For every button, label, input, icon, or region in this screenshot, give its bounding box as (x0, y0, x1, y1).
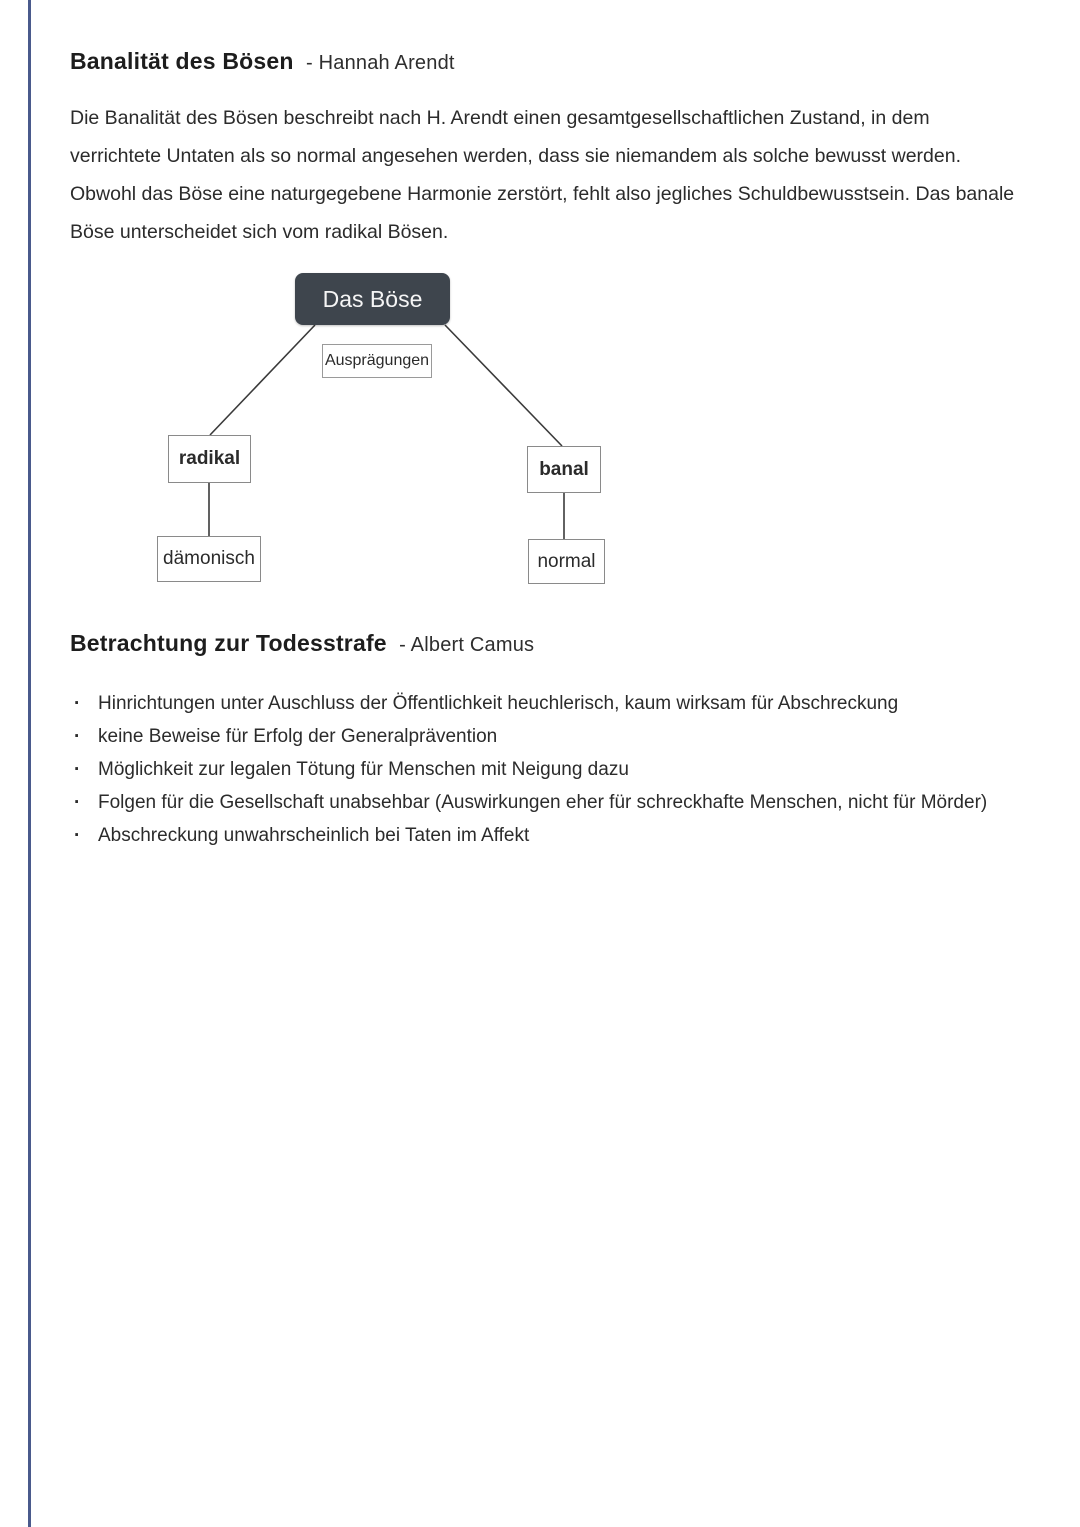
todesstrafe-bullet-list (70, 687, 1015, 852)
diagram-node-radikal: radikal (168, 435, 251, 483)
section-1-author: - Hannah Arendt (306, 52, 455, 74)
section-2-author: - Albert Camus (399, 634, 535, 656)
bullet-text: Hinrichtungen unter Auschluss der Öffentlichkeit heuchlerisch, kaum wirksam für Abschreckung (98, 693, 899, 714)
list-item (70, 819, 1015, 852)
section-1-paragraph: Die Banalität des Bösen beschreibt nach H. Arendt einen gesamtgesellschaftlichen Zustand, in dem verrichtete Untaten als so normal angesehen werden, dass sie niemandem als solche bewusst werden. Obwohl das Böse eine naturgegebene Harmonie zerstört, fehlt also jegliches Schuldbewusstsein. Das banale Böse unterscheidet sich vom radikal Bösen. (70, 107, 1015, 243)
diagram-node-daemonisch: dämonisch (157, 536, 261, 582)
bullet-marker: · (74, 825, 81, 846)
diagram-edge-label: Ausprägungen (322, 344, 432, 378)
bullet-text: Abschreckung unwahrscheinlich bei Taten im Affekt (98, 825, 530, 846)
das-boese-diagram (70, 263, 1015, 598)
section-2-title: Betrachtung zur Todesstrafe (70, 630, 387, 656)
bullet-marker: · (74, 726, 81, 747)
list-item (70, 687, 1015, 720)
bullet-marker: · (74, 792, 81, 813)
list-item (70, 753, 1015, 786)
list-item (70, 786, 1015, 819)
section-2 (70, 630, 1015, 852)
diagram-node-banal: banal (527, 446, 601, 493)
bullet-marker: · (74, 693, 81, 714)
bullet-text: Möglichkeit zur legalen Tötung für Menschen mit Neigung dazu (98, 759, 629, 780)
bullet-text: keine Beweise für Erfolg der Generalprävention (98, 726, 498, 747)
section-1-title: Banalität des Bösen (70, 48, 294, 74)
section-1-heading (70, 48, 1015, 75)
diagram-node-root: Das Böse (295, 273, 450, 325)
diagram-node-normal: normal (528, 539, 605, 584)
section-2-heading (70, 630, 1015, 657)
bullet-text: Folgen für die Gesellschaft unabsehbar (Auswirkungen eher für schreckhafte Menschen, nicht für Mörder) (98, 792, 988, 813)
list-item (70, 720, 1015, 753)
bullet-marker: · (74, 759, 81, 780)
